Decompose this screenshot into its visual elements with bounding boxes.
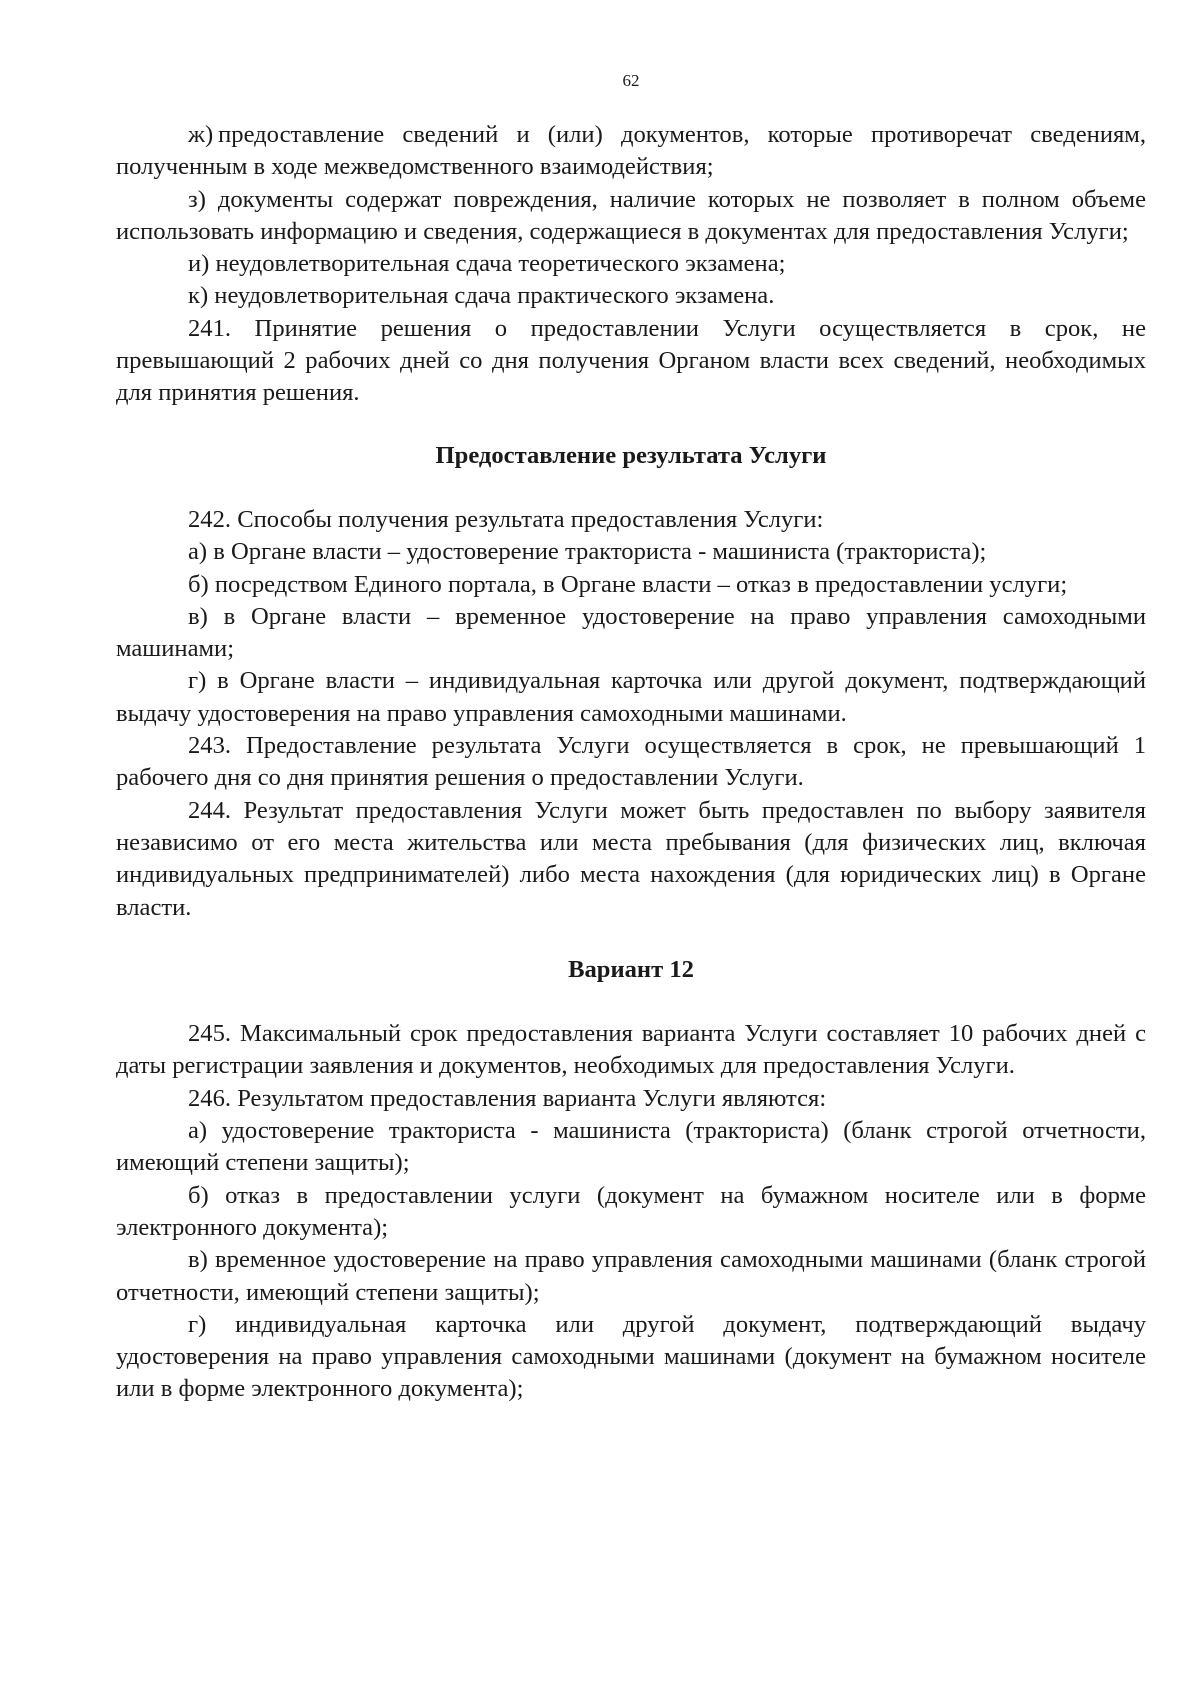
paragraph-245: 245. Максимальный срок предоставления варианта Услуги составляет 10 рабочих дней с даты регистрации заявления и документов, необходимых для предоставления Услуги. (116, 1020, 1146, 1080)
paragraph-z: з) документы содержат повреждения, наличие которых не позволяет в полном объеме использовать информацию и сведения, содержащиеся в документах для предоставления Услуги; (116, 185, 1146, 245)
section-variant-12 (116, 1018, 1146, 1406)
spacer (116, 986, 1146, 1018)
section-grounds-for-refusal (116, 119, 1146, 410)
spacer (116, 410, 1146, 440)
paragraph-246-g: г) индивидуальная карточка или другой документ, подтверждающий выдачу удостоверения на право управления самоходными машинами (документ на бумажном носителе или в форме электронного документа); (116, 1310, 1146, 1403)
paragraph-246-b: б) отказ в предоставлении услуги (документ на бумажном носителе или в форме электронного документа); (116, 1181, 1146, 1241)
paragraph-k: к) неудовлетворительная сдача практического экзамена. (188, 282, 775, 310)
spacer (116, 924, 1146, 954)
paragraph-i: и) неудовлетворительная сдача теоретического экзамена; (188, 250, 786, 278)
paragraph-242-g: г) в Органе власти – индивидуальная карточка или другой документ, подтверждающий выдачу удостоверения на право управления самоходными машинами. (116, 667, 1146, 727)
paragraph-242-b: б) посредством Единого портала, в Органе власти – отказ в предоставлении услуги; (188, 570, 1068, 598)
section-result-delivery (116, 504, 1146, 924)
section-heading-variant-12: Вариант 12 (568, 955, 694, 983)
spacer (116, 472, 1146, 504)
paragraph-241: 241. Принятие решения о предоставлении Услуги осуществляется в срок, не превышающий 2 рабочих дней со дня получения Органом власти всех сведений, необходимых для принятия решения. (116, 314, 1146, 407)
paragraph-242-a: а) в Органе власти – удостоверение тракториста - машиниста (тракториста); (188, 538, 987, 566)
page-number: 62 (622, 71, 640, 90)
paragraph-242-v: в) в Органе власти – временное удостоверение на право управления самоходными машинами; (116, 602, 1146, 663)
paragraph-zh: ж) предоставление сведений и (или) документов, которые противоречат сведениям, полученным в ходе межведомственного взаимодействия; (116, 121, 1146, 181)
paragraph-246-a: а) удостоверение тракториста - машиниста (тракториста) (бланк строгой отчетности, имеющий степени защиты); (116, 1117, 1146, 1177)
paragraph-246-v: в) временное удостоверение на право управления самоходными машинами (бланк строгой отчетности, имеющий степени защиты); (116, 1246, 1146, 1306)
paragraph-244: 244. Результат предоставления Услуги может быть предоставлен по выбору заявителя независимо от его места жительства или места пребывания (для физических лиц, включая индивидуальных предпринимателей) либо места нахождения (для юридических лиц) в Органе власти. (116, 796, 1146, 921)
paragraph-246: 246. Результатом предоставления варианта Услуги являются: (188, 1084, 827, 1112)
section-heading-result: Предоставление результата Услуги (435, 441, 827, 469)
paragraph-243: 243. Предоставление результата Услуги осуществляется в срок, не превышающий 1 рабочего дня со дня принятия решения о предоставлении Услуги. (116, 732, 1146, 792)
paragraph-242: 242. Способы получения результата предоставления Услуги: (188, 505, 824, 533)
